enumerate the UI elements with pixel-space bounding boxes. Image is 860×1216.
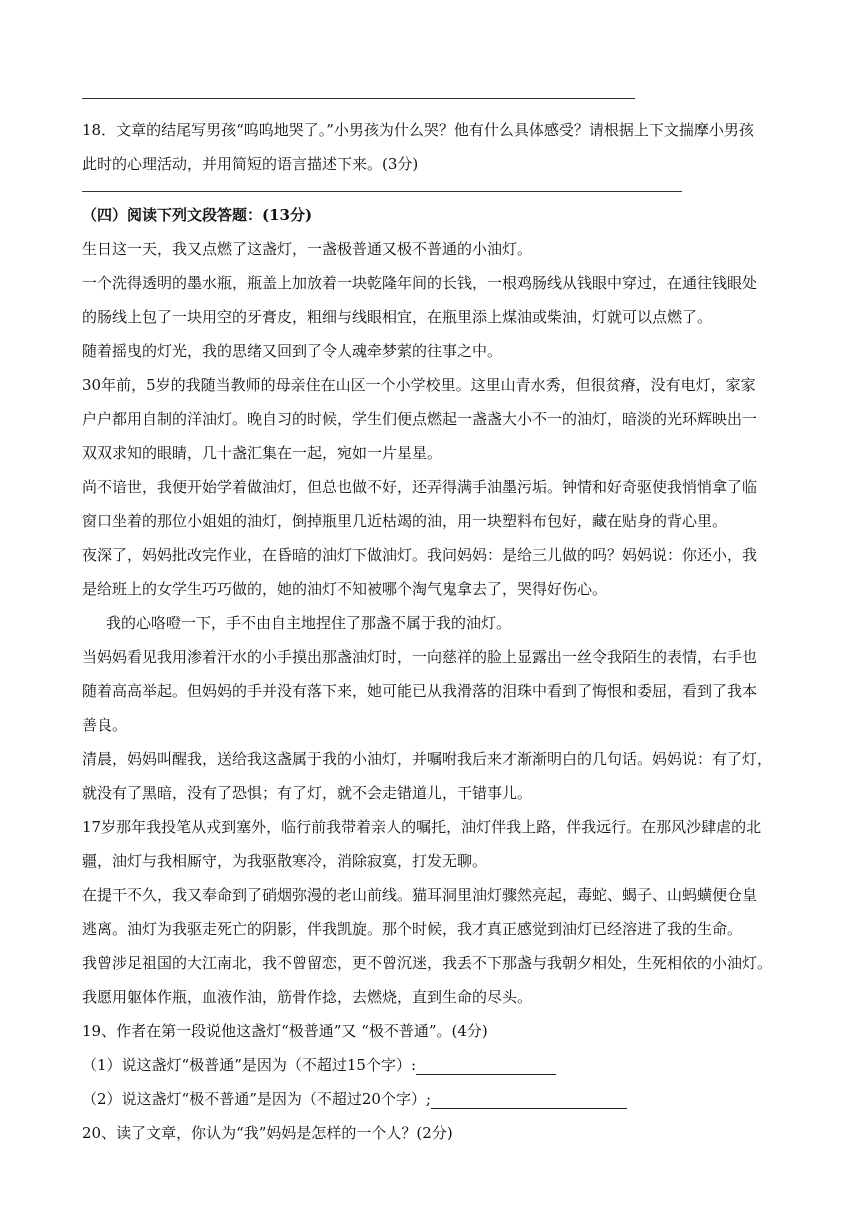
passage-p2-l2: 的肠线上包了一块用空的牙膏皮，粗细与线眼相宜，在瓶里添上煤油或柴油，灯就可以点燃了。 [82, 308, 713, 326]
passage-p5-l1: 尚不谙世，我便开始学着做油灯，但总也做不好，还弄得满手油墨污垢。钟情和好奇驱使我悄悄拿了临 [82, 478, 758, 496]
answer-line-top [82, 98, 635, 99]
q19-sub2 [82, 1089, 627, 1109]
q19-sub1 [82, 1055, 556, 1075]
passage-p9-l1: 清晨，妈妈叫醒我，送给我这盏属于我的小油灯，并嘱咐我后来才渐渐明白的几句话。妈妈说：有了灯， [82, 750, 773, 768]
q20-stem: 20、读了文章，你认为“我”妈妈是怎样的一个人？(2分) [82, 1124, 453, 1142]
q19-sub1-answer-blank[interactable] [416, 1058, 556, 1075]
passage-p8-l2: 随着高高举起。但妈妈的手并没有落下来，她可能已从我滑落的泪珠中看到了悔恨和委屈，看到了我本 [82, 682, 758, 700]
q18-line-2: 此时的心理活动，并用简短的语言描述下来。(3分) [82, 155, 419, 173]
passage-p11-l1: 在提干不久，我又奉命到了硝烟弥漫的老山前线。猫耳洞里油灯骤然亮起，毒蛇、蝎子、山蚂蟥便仓皇 [82, 886, 758, 904]
passage-p4-l2: 户户都用自制的洋油灯。晚自习的时候，学生们便点燃起一盏盏大小不一的油灯，暗淡的光环辉映出一 [82, 410, 758, 428]
passage-p12-l1: 我曾涉足祖国的大江南北，我不曾留恋，更不曾沉迷，我丢不下那盏与我朝夕相处，生死相依的小油灯。 [82, 954, 773, 972]
passage-p2-l1: 一个洗得透明的墨水瓶，瓶盖上加放着一块乾隆年间的长钱，一根鸡肠线从钱眼中穿过，在通往钱眼处 [82, 274, 758, 292]
passage-p4-l3: 双双求知的眼睛，几十盏汇集在一起，宛如一片星星。 [82, 444, 443, 462]
passage-p6-l2: 是给班上的女学生巧巧做的，她的油灯不知被哪个淘气鬼拿去了，哭得好伤心。 [82, 580, 608, 598]
q19-sub1-text: （1）说这盏灯“极普通”是因为（不超过15个字）: [82, 1056, 417, 1074]
passage-p9-l2: 就没有了黑暗，没有了恐惧；有了灯，就不会走错道儿，干错事儿。 [82, 784, 533, 802]
passage-p3: 随着摇曳的灯光，我的思绪又回到了令人魂牵梦萦的往事之中。 [82, 342, 503, 360]
q19-sub2-answer-blank[interactable] [431, 1092, 627, 1109]
q18-line-1: 18．文章的结尾写男孩“呜呜地哭了。”小男孩为什么哭？他有什么具体感受？请根据上下文揣摩小男孩 [82, 121, 754, 139]
q19-stem: 19、作者在第一段说他这盏灯“极普通”又 “极不普通”。(4分) [82, 1022, 488, 1040]
q19-sub2-text: （2）说这盏灯“极不普通”是因为（不超过20个字）; [82, 1090, 432, 1108]
passage-p8-l1: 当妈妈看见我用渗着汗水的小手摸出那盏油灯时，一向慈祥的脸上显露出一丝令我陌生的表情，右手也 [82, 648, 758, 666]
passage-p10-l2: 疆，油灯与我相厮守，为我驱散寒冷，消除寂寞，打发无聊。 [82, 852, 488, 870]
q18-answer-line [82, 191, 682, 192]
passage-p1: 生日这一天，我又点燃了这盏灯，一盏极普通又极不普通的小油灯。 [82, 240, 533, 258]
passage-p7: 我的心咯噔一下，手不由自主地捏住了那盏不属于我的油灯。 [106, 614, 512, 632]
passage-p6-l1: 夜深了，妈妈批改完作业，在昏暗的油灯下做油灯。我问妈妈：是给三儿做的吗？妈妈说：你还小，我 [82, 546, 758, 564]
section-4-heading: （四）阅读下列文段答题：(13分) [82, 206, 313, 224]
passage-p12-l2: 我愿用躯体作瓶，血液作油，筋骨作捻，去燃烧，直到生命的尽头。 [82, 988, 533, 1006]
passage-p10-l1: 17岁那年我投笔从戎到塞外，临行前我带着亲人的嘱托，油灯伴我上路，伴我远行。在那风沙肆虐的北 [82, 818, 762, 836]
passage-p8-l3: 善良。 [82, 716, 128, 734]
passage-p4-l1: 30年前，5岁的我随当教师的母亲住在山区一个小学校里。这里山青水秀，但很贫瘠，没有电灯，家家 [82, 376, 756, 394]
passage-p11-l2: 逃离。油灯为我驱走死亡的阴影，伴我凯旋。那个时候，我才真正感觉到油灯已经溶进了我的生命。 [82, 920, 743, 938]
passage-p5-l2: 窗口坐着的那位小姐姐的油灯，倒掉瓶里几近枯竭的油，用一块塑料布包好，藏在贴身的背心里。 [82, 512, 728, 530]
